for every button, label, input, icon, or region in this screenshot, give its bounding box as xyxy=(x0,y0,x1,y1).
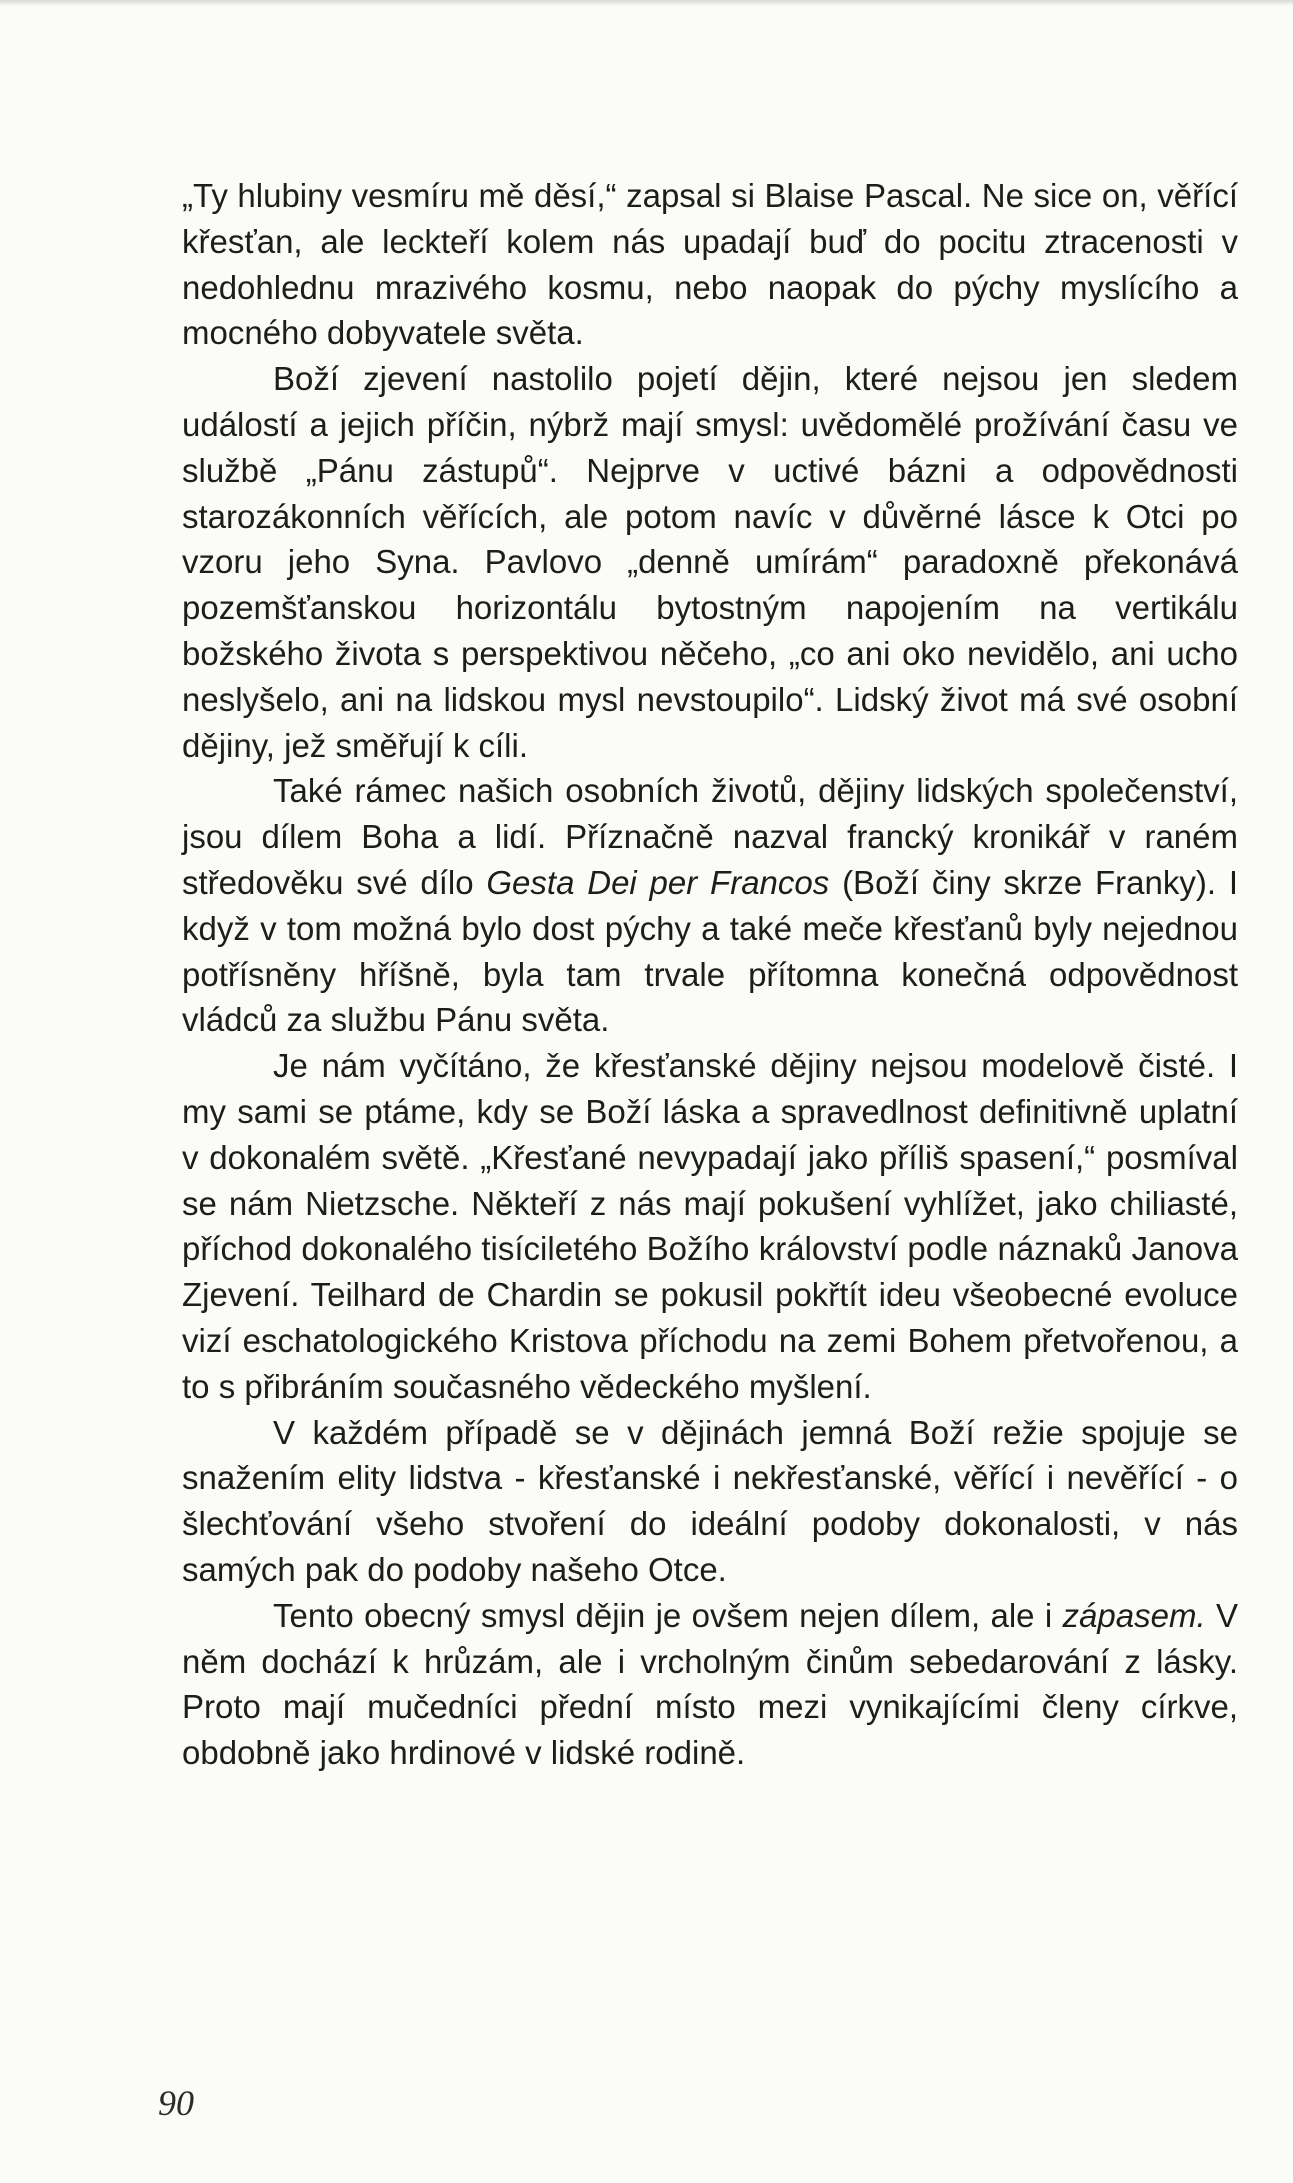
paragraph xyxy=(182,1043,1238,1409)
italic-title-text: zápasem. xyxy=(1062,1596,1206,1634)
text-run: Boží zjevení nastolilo pojetí dějin, které nejsou jen sledem událostí a jejich příčin, nýbrž mají smysl: uvědomělé prožívání času ve službě „Pánu zástupů“. Nejprve v uctivé bázni a odpovědnosti starozákonních věřících, ale potom navíc v důvěrné lásce k Otci po vzoru jeho Syna. Pavlovo „denně umírám“ paradoxně překonává pozemšťanskou horizontálu bytostným napojením na vertikálu božského života s perspektivou něčeho, „co ani oko nevidělo, ani ucho neslyšelo, ani na lidskou mysl nevstoupilo“. Lidský život má své osobní dějiny, jež směřují k cíli. xyxy=(182,360,1238,764)
page-number: 90 xyxy=(158,2083,194,2123)
italic-title-text: Gesta Dei per Francos xyxy=(486,863,830,901)
text-run: „Ty hlubiny vesmíru mě děsí,“ zapsal si Blaise Pascal. Ne sice on, věřící křesťan, ale leckteří kolem nás upadají buď do pocitu ztracenosti v nedohlednu mrazivého kosmu, nebo naopak do pýchy myslícího a mocného dobyvatele světa. xyxy=(182,177,1238,352)
text-run: Je nám vyčítáno, že křesťanské dějiny nejsou modelově čisté. I my sami se ptáme, kdy se Boží láska a spravedlnost definitivně uplatní v dokonalém světě. „Křesťané nevypadají jako příliš spasení,“ posmíval se nám Nietzsche. Někteří z nás mají pokušení vyhlížet, jako chiliasté, příchod dokonalého tisíciletého Božího království podle náznaků Janova Zjevení. Teilhard de Chardin se pokusil pokřtít ideu všeobecné evoluce vizí eschatologického Kristova příchodu na zemi Bohem přetvořenou, a to s přibráním současného vědeckého myšlení. xyxy=(182,1047,1238,1405)
page-top-edge xyxy=(0,0,1293,6)
text-run: V něm dochází k hrůzám, ale i vrcholným činům sebedarování z lásky. Proto mají mučedníci přední místo mezi vynikajícími členy církve, obdobně jako hrdinové v lidské rodině. xyxy=(182,1596,1238,1772)
text-run: V každém případě se v dějinách jemná Boží režie spojuje se snažením elity lidstva - křesťanské i nekřesťanské, věřící i nevěřící - o šlechťování všeho stvoření do ideální podoby dokonalosti, v nás samých pak do podoby našeho Otce. xyxy=(182,1413,1238,1588)
text-run: (Boží činy skrze Franky). I když v tom možná bylo dost pýchy a také meče křesťanů byly nejednou potřísněny hříšně, byla tam trvale přítomna konečná odpovědnost vládců za službu Pánu světa. xyxy=(182,863,1238,1039)
paragraph xyxy=(182,356,1238,768)
paragraph xyxy=(182,768,1238,1043)
paragraph xyxy=(182,173,1238,356)
body-text xyxy=(182,173,1238,1776)
paragraph xyxy=(182,1410,1238,1593)
text-run: Také rámec našich osobních životů, dějiny lidských společenství, jsou dílem Boha a lidí. Příznačně nazval francký kronikář v raném středověku své dílo xyxy=(182,772,1238,901)
text-run: Tento obecný smysl dějin je ovšem nejen dílem, ale i xyxy=(273,1596,1063,1634)
paragraph xyxy=(182,1593,1238,1776)
